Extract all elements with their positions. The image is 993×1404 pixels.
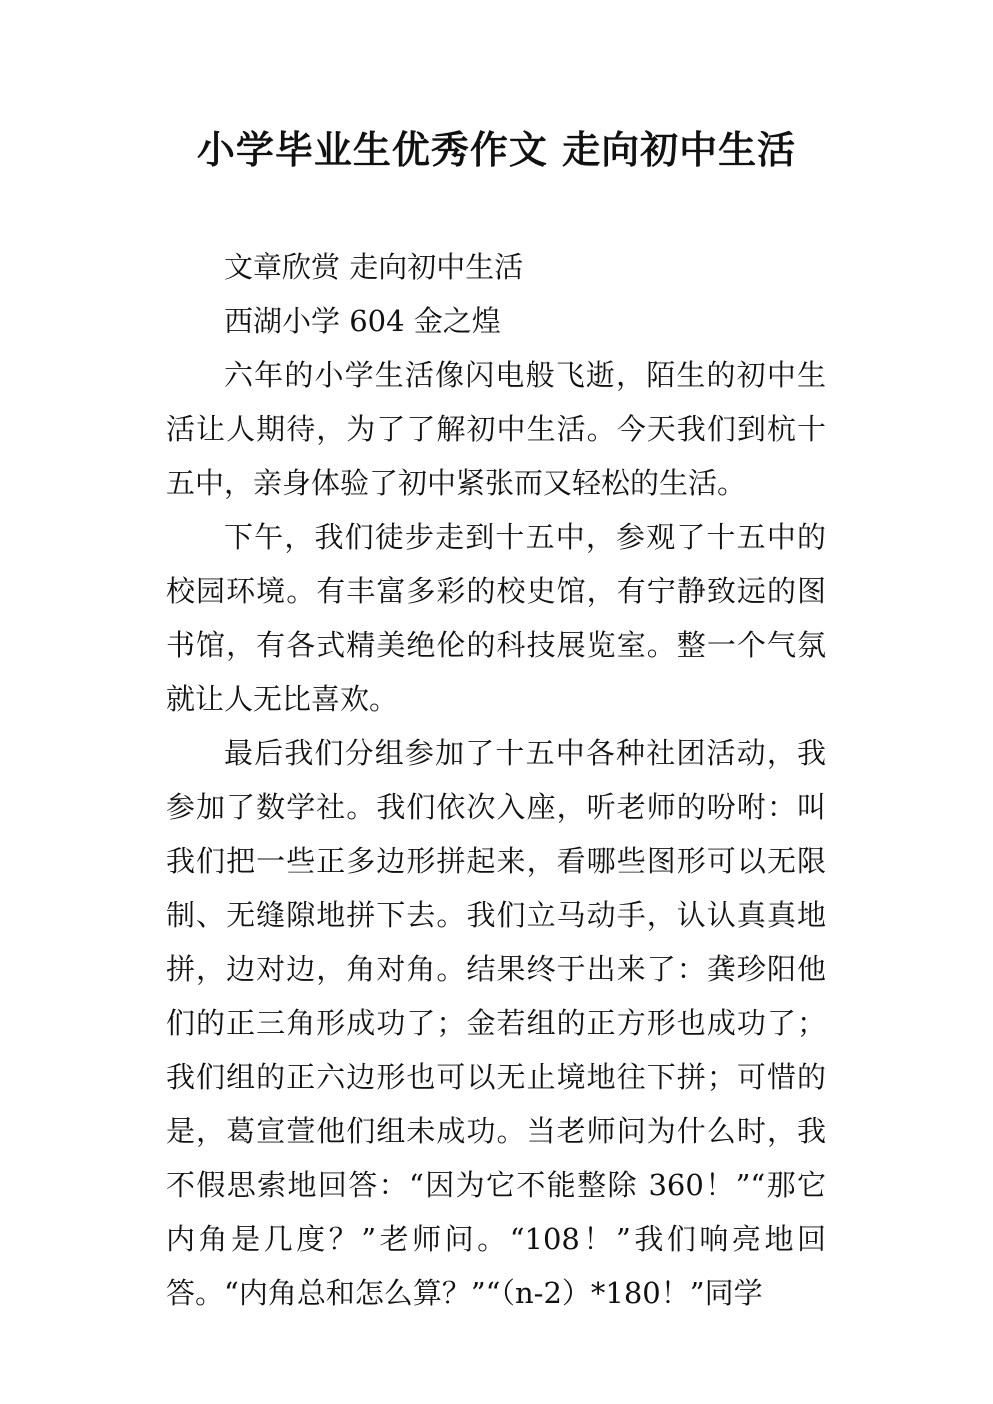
paragraph-1: 六年的小学生活像闪电般飞逝，陌生的初中生活让人期待，为了了解初中生活。今天我们到杭十五中，亲身体验了初中紧张而又轻松的生活。 — [166, 358, 826, 500]
document-title: 小学毕业生优秀作文 走向初中生活 — [196, 128, 797, 172]
document-body — [166, 240, 826, 1320]
author-line: 西湖小学 604 金之煌 — [224, 304, 501, 338]
article-subtitle: 文章欣赏 走向初中生活 — [224, 250, 524, 284]
paragraph-2: 下午，我们徒步走到十五中，参观了十五中的校园环境。有丰富多彩的校史馆，有宁静致远的图书馆，有各式精美绝伦的科技展览室。整一个气氛就让人无比喜欢。 — [166, 520, 826, 716]
paragraph-3: 最后我们分组参加了十五中各种社团活动，我参加了数学社。我们依次入座，听老师的吩咐：叫我们把一些正多边形拼起来，看哪些图形可以无限制、无缝隙地拼下去。我们立马动手，认认真真地拼，边对边，角对角。结果终于出来了：龚珍阳他们的正三角形成功了；金若组的正方形也成功了；我们组的正六边形也可以无止境地往下拼；可惜的是，葛宣萱他们组未成功。当老师问为什么时，我不假思索地回答：“因为它不能整除 360！”“那它内角是几度？”老师问。“108！”我们响亮地回答。“内角总和怎么算？”“（n-2）*180！”同学 — [166, 736, 826, 1310]
